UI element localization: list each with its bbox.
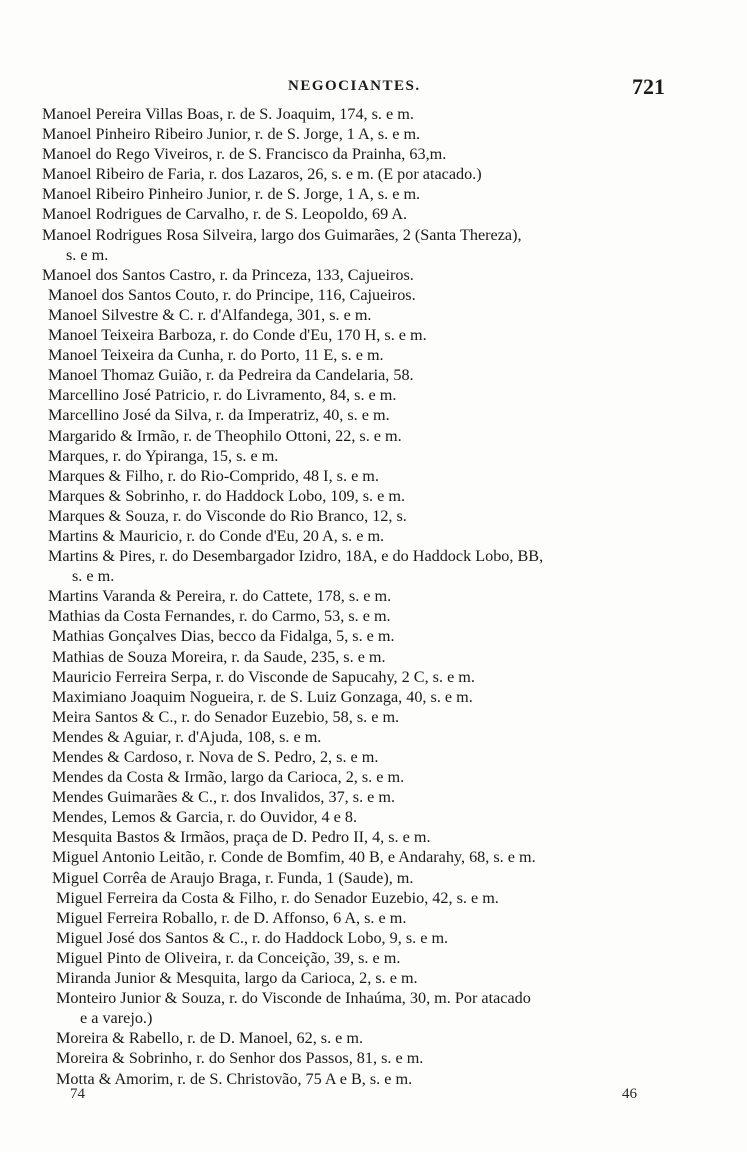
entry-text: Manoel Teixeira da Cunha, r. do Porto, 11 E, s. e m.	[48, 346, 384, 365]
entry-text: Mathias Gonçalves Dias, becco da Fidalga, 5, s. e m.	[52, 627, 395, 646]
entry-text: Meira Santos & C., r. do Senador Euzebio, 58, s. e m.	[52, 707, 400, 726]
entry-text: Mendes, Lemos & Garcia, r. do Ouvidor, 4 e 8.	[52, 808, 358, 827]
list-item	[48, 506, 692, 526]
entry-text: Manoel Rodrigues Rosa Silveira, largo dos Guimarães, 2 (Santa Thereza),	[42, 225, 522, 244]
entry-text: Martins Varanda & Pereira, r. do Cattete, 178, s. e m.	[48, 587, 392, 606]
list-item	[56, 1048, 692, 1068]
list-item	[56, 888, 692, 908]
list-item	[52, 667, 692, 687]
entry-text: Mendes da Costa & Irmão, largo da Carioca, 2, s. e m.	[52, 768, 405, 787]
entry-text: Miguel José dos Santos & C., r. do Haddock Lobo, 9, s. e m.	[56, 928, 449, 947]
list-item	[42, 144, 692, 164]
list-item	[52, 626, 692, 646]
list-item	[52, 807, 692, 827]
entry-text: Moreira & Sobrinho, r. do Senhor dos Passos, 81, s. e m.	[56, 1049, 424, 1068]
list-item	[48, 345, 692, 365]
entry-text: Manoel Ribeiro de Faria, r. dos Lazaros, 26, s. e m. (E por atacado.)	[42, 165, 482, 184]
entry-text: Marques & Souza, r. do Visconde do Rio Branco, 12, s.	[48, 506, 407, 525]
list-item	[48, 405, 692, 425]
page-title: NEGOCIANTES.	[288, 78, 421, 94]
entry-text: Monteiro Junior & Souza, r. do Visconde de Inhaúma, 30, m. Por atacado	[56, 989, 531, 1008]
merchant-list	[42, 104, 692, 1089]
list-item	[48, 446, 692, 466]
list-item	[42, 204, 692, 224]
entry-text: Miranda Junior & Mesquita, largo da Carioca, 2, s. e m.	[56, 969, 418, 988]
list-item	[56, 928, 692, 948]
list-item	[52, 868, 692, 888]
entry-text: Mendes & Cardoso, r. Nova de S. Pedro, 2, s. e m.	[52, 748, 379, 766]
page-header	[0, 74, 747, 104]
entry-text: Moreira & Rabello, r. de D. Manoel, 62, s. e m.	[56, 1029, 364, 1048]
entry-text: Marcellino José Patricio, r. do Livramento, 84, s. e m.	[48, 386, 397, 405]
entry-continuation: s. e m.	[66, 245, 109, 264]
list-item	[42, 104, 692, 124]
list-item	[52, 827, 692, 847]
entry-text: Manoel Silvestre & C. r. d'Alfandega, 301, s. e m.	[48, 305, 372, 324]
leaf-number: 46	[622, 1086, 637, 1102]
page-footer	[0, 1086, 747, 1110]
list-item	[56, 948, 692, 968]
entry-text: Manoel Ribeiro Pinheiro Junior, r. de S. Jorge, 1 A, s. e m.	[42, 185, 421, 204]
list-item	[56, 968, 692, 988]
entry-text: Mendes & Aguiar, r. d'Ajuda, 108, s. e m.	[52, 727, 322, 746]
entry-text: Miguel Corrêa de Araujo Braga, r. Funda, 1 (Saude), m.	[52, 868, 414, 887]
entry-text: Mesquita Bastos & Irmãos, praça de D. Pedro II, 4, s. e m.	[52, 828, 431, 847]
list-item	[42, 164, 692, 184]
entry-text: Miguel Ferreira Roballo, r. de D. Affonso, 6 A, s. e m.	[56, 908, 407, 927]
entry-text: Miguel Ferreira da Costa & Filho, r. do Senador Euzebio, 42, s. e m.	[56, 888, 499, 907]
list-item	[52, 787, 692, 807]
list-item	[52, 767, 692, 787]
entry-text: Mendes Guimarães & C., r. dos Invalidos, 37, s. e m.	[52, 788, 396, 807]
list-item	[48, 466, 692, 486]
entry-text: Manoel dos Santos Castro, r. da Princeza, 133, Cajueiros.	[42, 265, 414, 284]
entry-text: Mauricio Ferreira Serpa, r. do Visconde de Sapucahy, 2 C, s. e m.	[52, 667, 475, 686]
entry-text: Marques & Sobrinho, r. do Haddock Lobo, 109, s. e m.	[48, 486, 405, 505]
list-item	[48, 385, 692, 405]
entry-text: Margarido & Irmão, r. de Theophilo Ottoni, 22, s. e m.	[48, 426, 402, 445]
entry-text: Manoel do Rego Viveiros, r. de S. Francisco da Prainha, 63,m.	[42, 145, 447, 164]
entry-text: Marques & Filho, r. do Rio-Comprido, 48 I, s. e m.	[48, 466, 379, 485]
entry-text: Manoel Rodrigues de Carvalho, r. de S. Leopoldo, 69 A.	[42, 205, 408, 224]
entry-text: Manoel Thomaz Guião, r. da Pedreira da Candelaria, 58.	[48, 366, 414, 385]
entry-text: Maximiano Joaquim Nogueira, r. de S. Luiz Gonzaga, 40, s. e m.	[52, 687, 473, 706]
list-item	[48, 325, 692, 345]
signature-mark: 74	[70, 1086, 85, 1102]
list-item	[48, 426, 692, 446]
entry-text: Marques, r. do Ypiranga, 15, s. e m.	[48, 446, 279, 465]
list-item	[48, 546, 692, 586]
list-item	[48, 486, 692, 506]
entry-text: Manoel Pinheiro Ribeiro Junior, r. de S. Jorge, 1 A, s. e m.	[42, 125, 421, 144]
list-item	[56, 908, 692, 928]
list-item	[48, 285, 692, 305]
entry-continuation: s. e m.	[72, 567, 115, 586]
entry-continuation: e a varejo.)	[80, 1009, 153, 1028]
entry-text: Manoel dos Santos Couto, r. do Principe, 116, Cajueiros.	[48, 285, 416, 304]
entry-text: Miguel Pinto de Oliveira, r. da Conceição, 39, s. e m.	[56, 948, 401, 967]
list-item	[42, 124, 692, 144]
list-item	[42, 265, 692, 285]
list-item	[52, 687, 692, 707]
list-item	[48, 606, 692, 626]
page-number: 721	[632, 74, 665, 99]
list-item	[52, 647, 692, 667]
list-item	[52, 847, 692, 867]
entry-text: Martins & Mauricio, r. do Conde d'Eu, 20 A, s. e m.	[48, 526, 385, 545]
list-item	[52, 707, 692, 727]
list-item	[48, 586, 692, 606]
list-item	[56, 988, 692, 1028]
entry-text: Martins & Pires, r. do Desembargador Izidro, 18A, e do Haddock Lobo, BB,	[48, 547, 544, 566]
list-item	[42, 184, 692, 204]
list-item	[48, 305, 692, 325]
list-item	[42, 225, 692, 265]
entry-text: Mathias da Costa Fernandes, r. do Carmo, 53, s. e m.	[48, 607, 391, 626]
list-item	[52, 727, 692, 747]
entry-text: Manoel Pereira Villas Boas, r. de S. Joaquim, 174, s. e m.	[42, 105, 414, 123]
entry-text: Manoel Teixeira Barboza, r. do Conde d'Eu, 170 H, s. e m.	[48, 326, 427, 345]
entry-text: Miguel Antonio Leitão, r. Conde de Bomfim, 40 B, e Andarahy, 68, s. e m.	[52, 848, 536, 867]
entry-text: Motta & Amorim, r. de S. Christovão, 75 A e B, s. e m.	[56, 1069, 413, 1088]
list-item	[48, 526, 692, 546]
entry-text: Marcellino José da Silva, r. da Imperatriz, 40, s. e m.	[48, 406, 390, 425]
list-item	[52, 747, 692, 767]
entry-text: Mathias de Souza Moreira, r. da Saude, 235, s. e m.	[52, 647, 386, 666]
list-item	[56, 1028, 692, 1048]
list-item	[48, 365, 692, 385]
